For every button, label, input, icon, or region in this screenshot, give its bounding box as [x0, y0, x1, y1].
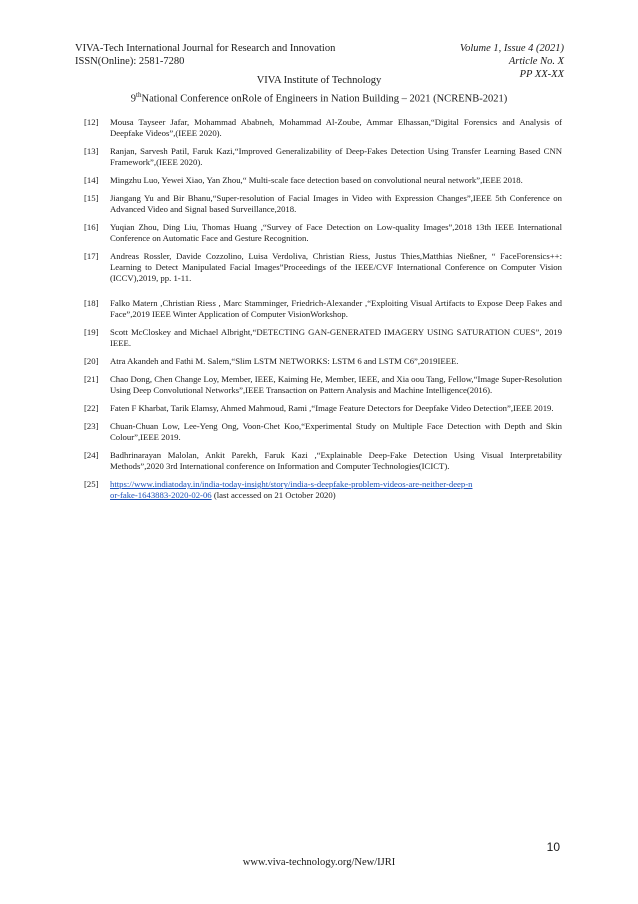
- reference-text: Badhrinarayan Malolan, Ankit Parekh, Faruk Kazi ,“Explainable Deep-Fake Detection Using Visual Interpretability Methods”,2020 3rd International conference on Information and Computer Technologies(ICICT).: [110, 450, 562, 471]
- reference-item: [84, 222, 562, 244]
- reference-text: Chao Dong, Chen Change Loy, Member, IEEE, Kaiming He, Member, IEEE, and Xia oou Tang, Fellow,“Image Super-Resolution Using Deep Convolutional Networks”,IEEE Transaction on Pattern Analysis and Machine Intelligence(2016).: [110, 374, 562, 395]
- reference-text: Mingzhu Luo, Yewei Xiao, Yan Zhou,“ Multi-scale face detection based on convolutional neural network”,IEEE 2018.: [110, 175, 523, 185]
- institute-name: VIVA Institute of Technology: [256, 75, 382, 86]
- reference-url-line2: or-fake-1643883-2020-02-06: [110, 490, 212, 500]
- reference-item: [84, 403, 562, 414]
- reference-url-line1: https://www.indiatoday.in/india-today-insight/story/india-s-deepfake-problem-videos-are-neither-deep-n: [110, 479, 473, 489]
- footer-url: www.viva-technology.org/New/IJRI: [242, 857, 396, 868]
- reference-item: [84, 374, 562, 396]
- reference-item: [84, 117, 562, 139]
- reference-item: [84, 450, 562, 472]
- reference-number: [23]: [84, 421, 99, 431]
- conference-ordinal: th: [136, 91, 142, 99]
- reference-text: Andreas Rossler, Davide Cozzolino, Luisa Verdoliva, Christian Riess, Justus Thies,Matthias Nießner, “ FaceForensics++: Learning to Detect Manipulated Facial Images”Proceedings of the IEEE/CVF International Conference on Computer Vision (ICCV),2019, pp. 1-11.: [110, 251, 562, 283]
- reference-number: [15]: [84, 193, 99, 203]
- journal-header-left: [75, 42, 335, 68]
- page-number: 10: [546, 840, 560, 854]
- reference-item: [84, 356, 562, 367]
- reference-number: [20]: [84, 356, 99, 366]
- volume-issue: Volume 1, Issue 4 (2021): [459, 43, 564, 54]
- reference-access-note: (last accessed on 21 October 2020): [211, 490, 336, 500]
- journal-name: VIVA-Tech International Journal for Research and Innovation: [75, 43, 336, 54]
- reference-list: [84, 117, 562, 508]
- reference-text: Faten F Kharbat, Tarik Elamsy, Ahmed Mahmoud, Rami ,“Image Feature Detectors for Deepfake Video Detection”,IEEE 2019.: [110, 403, 554, 413]
- reference-item: [84, 251, 562, 284]
- reference-item-link: [84, 479, 562, 501]
- reference-text: Falko Matern ,Christian Riess , Marc Stamminger, Friedrich-Alexander ,“Exploiting Visual Artifacts to Expose Deep Fakes and Face”,2019 IEEE Winter Application of Computer VisionWorkshop.: [110, 298, 562, 319]
- reference-number: [13]: [84, 146, 99, 156]
- conference-header: [0, 74, 638, 107]
- reference-number: [25]: [84, 479, 99, 489]
- reference-text: Scott McCloskey and Michael Albright,“DETECTING GAN-GENERATED IMAGERY USING SATURATION CUES”, 2019 IEEE.: [110, 327, 562, 348]
- reference-item: [84, 327, 562, 349]
- reference-item: [84, 298, 562, 320]
- reference-number: [22]: [84, 403, 99, 413]
- issn: ISSN(Online): 2581-7280: [75, 56, 185, 67]
- reference-number: [12]: [84, 117, 99, 127]
- reference-text: Chuan-Chuan Low, Lee-Yeng Ong, Voon-Chet Koo,“Experimental Study on Multiple Face Detection with Depth and Skin Colour”,IEEE 2019.: [110, 421, 562, 442]
- reference-number: [14]: [84, 175, 99, 185]
- reference-item: [84, 146, 562, 168]
- reference-item: [84, 421, 562, 443]
- reference-text: Yuqian Zhou, Ding Liu, Thomas Huang ,“Survey of Face Detection on Low-quality Images”,2018 13th IEEE International Conference on Automatic Face and Gesture Recognition.: [110, 222, 562, 243]
- reference-text: Mousa Tayseer Jafar, Mohammad Ababneh, Mohammad Al-Zoube, Ammar Elhassan,“Digital Forensics and Analysis of Deepfake Videos”,(IEEE 2020).: [110, 117, 562, 138]
- reference-number: [17]: [84, 251, 99, 261]
- reference-number: [19]: [84, 327, 99, 337]
- reference-text: Atra Akandeh and Fathi M. Salem,“Slim LSTM NETWORKS: LSTM 6 and LSTM C6”,2019IEEE.: [110, 356, 459, 366]
- reference-text: Ranjan, Sarvesh Patil, Faruk Kazi,“Improved Generalizability of Deep-Fakes Detection Using Transfer Learning Based CNN Framework”,(IEEE 2020).: [110, 146, 562, 167]
- reference-text: Jiangang Yu and Bir Bhanu,“Super-resolution of Facial Images in Video with Expression Changes”,IEEE 5th Conference on Advanced Video and Signal based Surveillance,2018.: [110, 193, 562, 214]
- page-range: PP XX-XX: [519, 69, 564, 80]
- reference-item: [84, 193, 562, 215]
- conference-number: 9: [130, 93, 137, 105]
- conference-name: [0, 88, 638, 107]
- conference-title: National Conference onRole of Engineers in Nation Building – 2021 (NCRENB-2021): [141, 93, 508, 105]
- reference-item: [84, 175, 562, 186]
- reference-number: [16]: [84, 222, 99, 232]
- reference-number: [18]: [84, 298, 99, 308]
- reference-number: [21]: [84, 374, 99, 384]
- reference-number: [24]: [84, 450, 99, 460]
- article-number: Article No. X: [508, 56, 564, 67]
